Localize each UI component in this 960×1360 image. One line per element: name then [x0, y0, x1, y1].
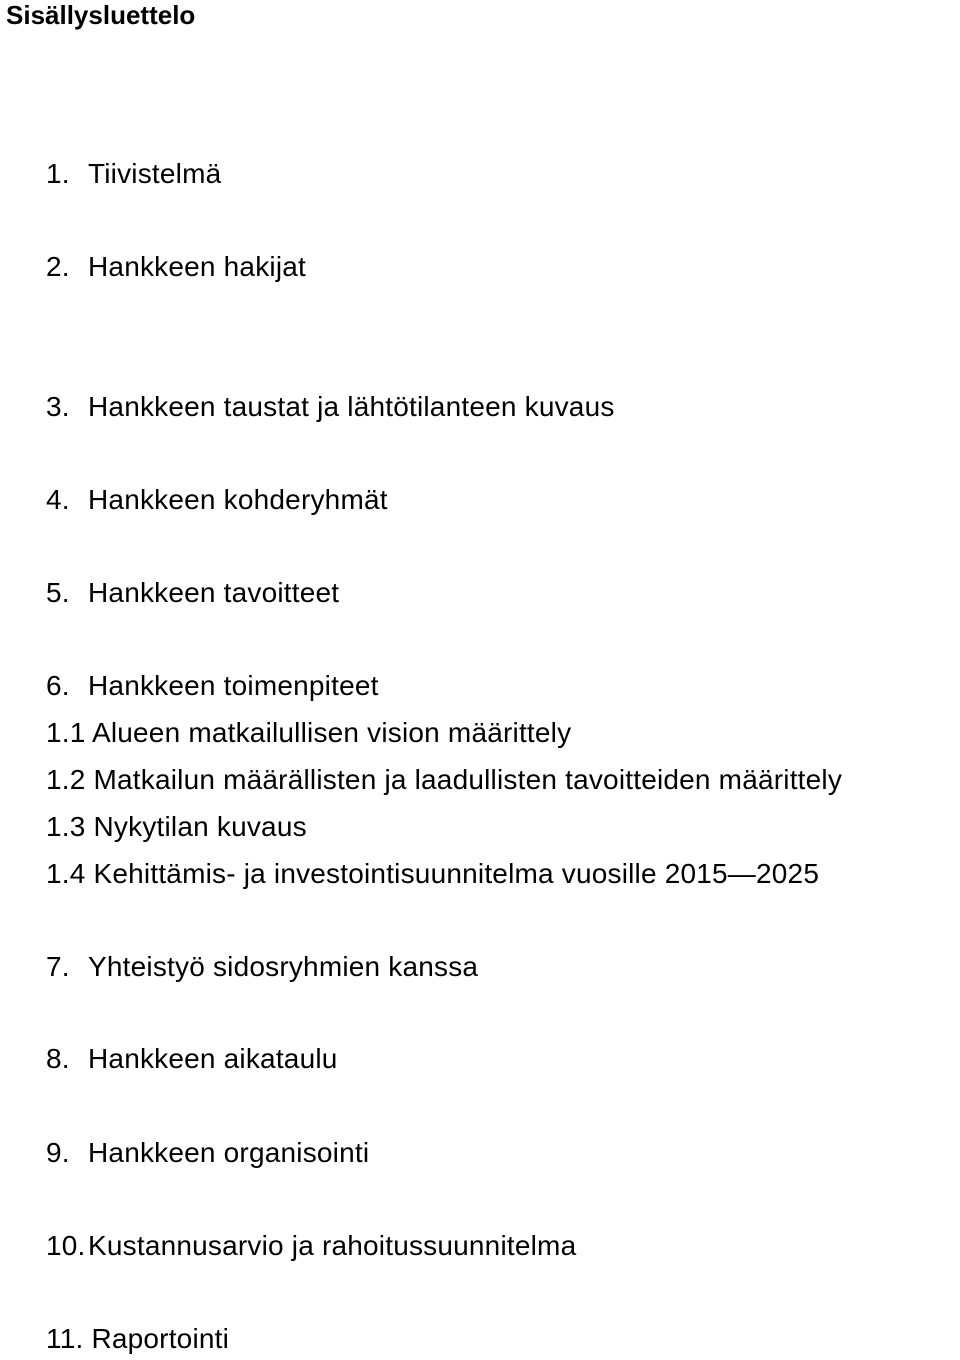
toc-entry-5 [46, 576, 339, 610]
toc-entry-10 [46, 1229, 576, 1263]
toc-entry-text: Hankkeen toimenpiteet [88, 670, 379, 701]
toc-entry-number: 6. [46, 670, 70, 701]
toc-entry-number: 4. [46, 484, 70, 515]
toc-entry-number: 1. [46, 158, 70, 189]
toc-subentry-1-3 [46, 810, 307, 844]
toc-entry-6 [46, 669, 379, 703]
toc-entry-number: 5. [46, 577, 70, 608]
toc-entry-text: Hankkeen kohderyhmät [88, 484, 388, 515]
toc-entry-7 [46, 950, 478, 984]
document-title: Sisällysluettelo [6, 0, 196, 30]
toc-entry-2 [46, 250, 306, 284]
toc-entry-number: 11. [46, 1323, 84, 1354]
toc-entry-number: 10. [46, 1230, 86, 1261]
toc-entry-text: Kustannusarvio ja rahoitussuunnitelma [88, 1230, 577, 1261]
toc-entry-number: 7. [46, 951, 70, 982]
toc-entry-number: 8. [46, 1043, 70, 1074]
toc-subentry-1-1 [46, 716, 571, 750]
toc-entry-8 [46, 1042, 338, 1076]
toc-entry-text: Yhteistyö sidosryhmien kanssa [88, 951, 479, 982]
toc-entry-text: Hankkeen taustat ja lähtötilanteen kuvaus [88, 391, 615, 422]
toc-subentry-1-4 [46, 857, 819, 891]
toc-entry-9 [46, 1136, 369, 1170]
toc-subentry-1-2 [46, 763, 842, 797]
toc-subentry-text: 1.1 Alueen matkailullisen vision määrittely [46, 717, 572, 748]
toc-entry-11 [46, 1322, 229, 1356]
toc-entry-number: 9. [46, 1137, 70, 1168]
toc-subentry-text: 1.2 Matkailun määrällisten ja laadullisten tavoitteiden määrittely [46, 764, 843, 795]
toc-entry-text: Hankkeen tavoitteet [88, 577, 340, 608]
toc-entry-1 [46, 157, 221, 191]
toc-entry-text: Tiivistelmä [88, 158, 222, 189]
toc-entry-text: Raportointi [91, 1323, 230, 1354]
toc-entry-4 [46, 483, 388, 517]
toc-subentry-text: 1.4 Kehittämis- ja investointisuunnitelma vuosille 2015—2025 [46, 858, 820, 889]
toc-entry-text: Hankkeen hakijat [88, 251, 306, 282]
toc-subentry-text: 1.3 Nykytilan kuvaus [46, 811, 307, 842]
toc-entry-number: 3. [46, 391, 70, 422]
toc-entry-number: 2. [46, 251, 70, 282]
toc-entry-text: Hankkeen organisointi [88, 1137, 370, 1168]
toc-entry-text: Hankkeen aikataulu [88, 1043, 338, 1074]
toc-entry-3 [46, 390, 615, 424]
